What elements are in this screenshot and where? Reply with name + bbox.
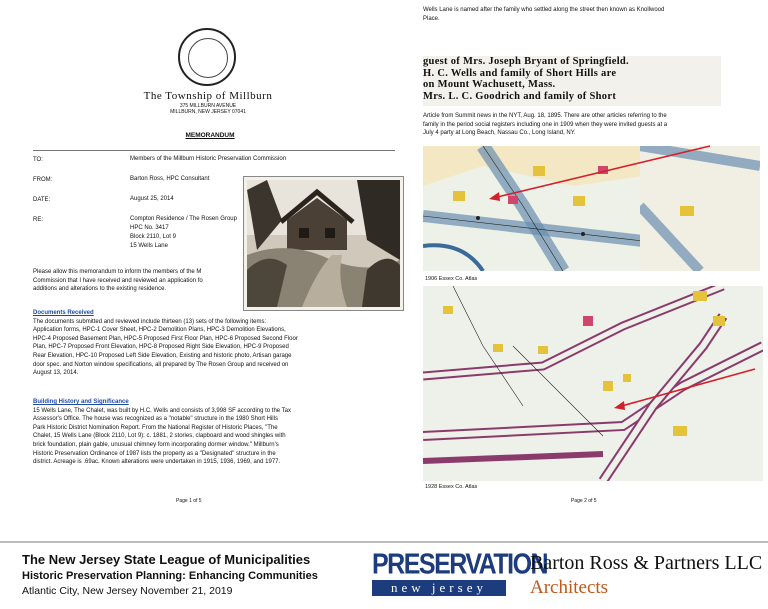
newspaper-clipping: guest of Mrs. Joseph Bryant of Springfield. H. C. Wells and family of Short Hills are on Mount Wachusett, Mass. Mrs. L. C. Goodrich and family of Short [423,56,721,106]
date-value: August 25, 2014 [130,196,174,202]
intro-paragraph: Please allow this memorandum to inform the members of the M Commission that I have received and reviewed an application fo additions and alterations to the existing residence. [33,269,203,293]
from-value: Barton Ross, HPC Consultant [130,176,210,182]
arrow-2 [610,365,760,415]
preservation-logo-top: PRESERVATION [372,548,548,581]
footer-divider [0,541,768,543]
footer-title: The New Jersey State League of Municipalities [22,552,311,567]
documents-heading: Documents Received [33,310,94,316]
township-name: The Township of Millburn [143,90,273,102]
divider [33,150,395,151]
township-address: 375 MILLBURN AVENUE MILLBURN, NEW JERSEY 07041 [170,103,246,115]
from-label: FROM: [33,177,53,183]
re-value: Compton Residence / The Rosen Group HPC No. 3417 Block 2110, Lot 9 15 Wells Lane [130,216,237,249]
house-photo [244,177,403,310]
footer-location-date: Atlantic City, New Jersey November 21, 2019 [22,585,233,597]
firm-tagline: Architects [530,577,609,598]
memo-title: MEMORANDUM [185,132,235,139]
wells-lane-intro: Wells Lane is named after the family who settled along the street then known as Knollwood Place. [423,7,665,22]
history-section: Building History and Significance 15 Wells Lane, The Chalet, was built by H.C. Wells and consists of 3,998 SF according to the Tax Assessor's Office. The house was recognized as a "notable" structure in the 1980 Short Hills Park Historic District Nomination Report. From the National Register of Historic Places, "The Chalet, 15 Wells Lane (Block 2110, Lot 9): c. 1881, 2 stories, clapboard and wood shingles with brick foundation, plain gable, unusual chimney form incorporating dormer window." Millburn's Historic Preservation Ordinance of 1987 lists the property as a "Designated" structure in the district. Acreage is .69ac. Known alterations were undertaken in 1915, 1936, 1969, and 1977. [33,398,395,467]
re-label: RE: [33,217,44,223]
article-caption: Article from Summit news in the NYT, Aug. 18, 1895. There are other articles referring to the family in the period social registers including one in 1909 when they were invited guests at a July 4 party at Long Beach, Nassau Co., Long Island, NY. [423,113,668,136]
to-value: Members of the Millburn Historic Preservation Commission [130,156,287,162]
history-heading: Building History and Significance [33,399,129,405]
documents-section: Documents Received The documents submitted and reviewed include thirteen (13) sets of the following items: Application forms, HPC-1 Cover Sheet, HPC-2 Demolition Plans, HPC-3 Demolition Elevations, HPC-4 Proposed Basement Plan, HPC-5 Proposed First Floor Plan, HPC-6 Proposed Second Floor Plan, HPC-7 Proposed Front Elevation, HPC-8 Proposed Right Side Elevation, HPC-9 Proposed Rear Elevation, HPC-10 Proposed Left Side Elevation, Existing and historic photo, Artisan garage door spec. and Norton window specifications, all prepared by The Rosen Group and received on August 13, 2014. [33,309,395,378]
arrow-1 [485,144,715,204]
map-1928-caption: 1928 Essex Co. Atlas [425,484,478,490]
date-label: DATE: [33,197,51,203]
page-number-2: Page 2 of 5 [571,498,597,504]
footer-subtitle: Historic Preservation Planning: Enhancing Communities [22,570,318,582]
to-label: TO: [33,157,43,163]
firm-name: Barton Ross & Partners LLC [530,552,763,574]
map-1906-caption: 1906 Essex Co. Atlas [425,276,478,282]
page-number-1: Page 1 of 5 [176,498,202,504]
preservation-logo-bottom: new jersey [372,580,506,596]
township-seal [178,28,236,86]
